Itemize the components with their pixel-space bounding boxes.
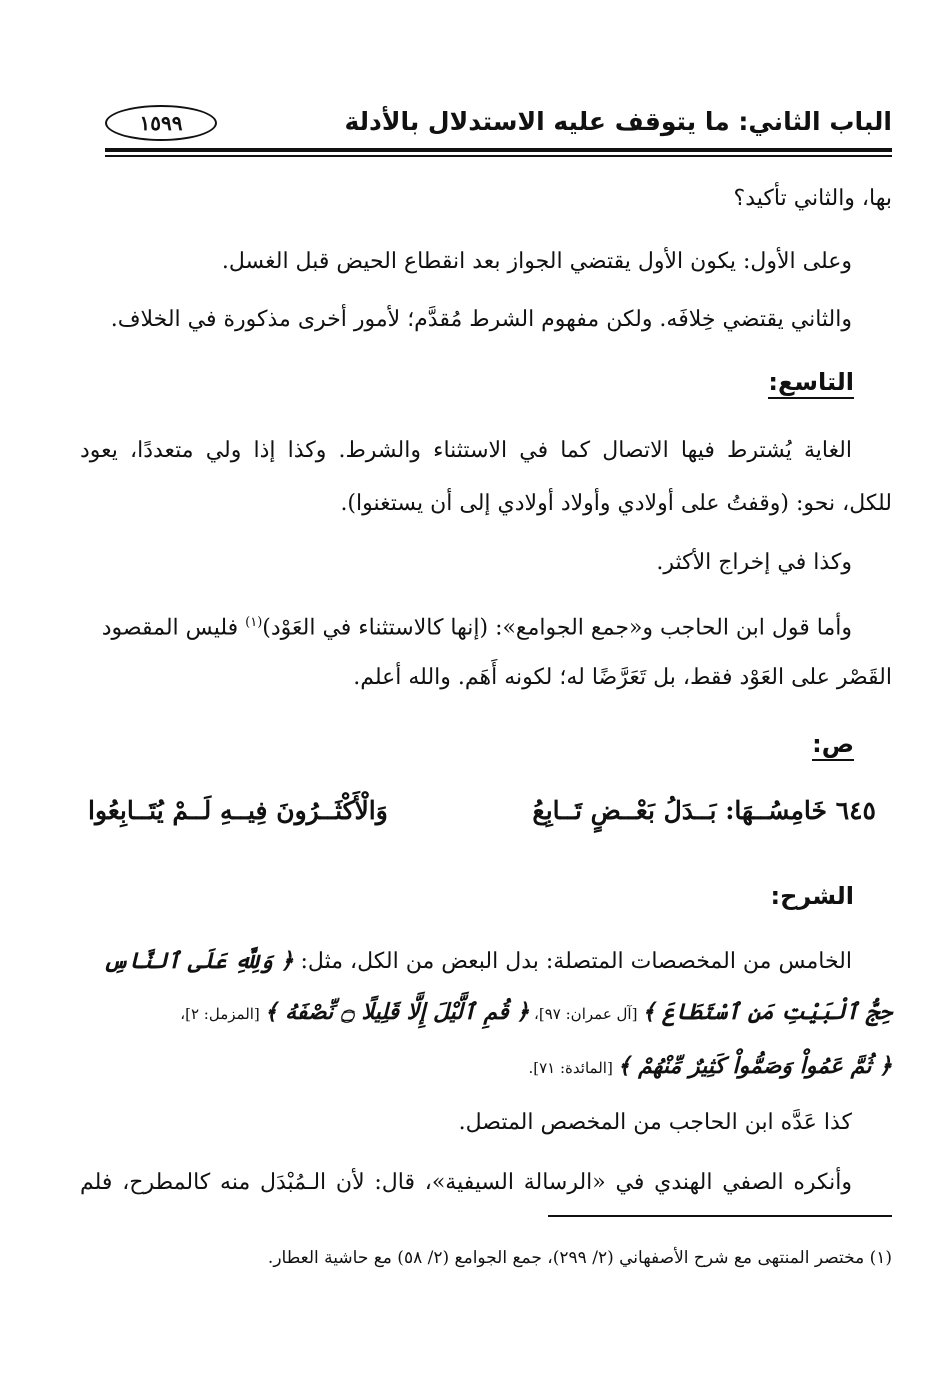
paragraph-line xyxy=(80,606,852,640)
verse-line xyxy=(88,796,876,840)
section-heading-ninth: التاسع: xyxy=(768,368,854,399)
footnote-separator xyxy=(548,1215,892,1217)
paragraph-line: والثاني يقتضي خِلافَه. ولكن مفهوم الشرط مُقدَّم؛ لأمور أخرى مذكورة في الخلاف. xyxy=(110,307,852,332)
paragraph-line: القَصْر على العَوْد فقط، بل تَعَرَّضًا له؛ لكونه أَهَم. والله أعلم. xyxy=(353,665,892,690)
paragraph-line xyxy=(80,944,852,978)
paragraph-line xyxy=(80,995,892,1029)
header-rule-thick xyxy=(105,148,892,152)
quran-verse: ﴿ قُمِ ٱلَّيْلَ إِلَّا قَلِيلًا ۝ نِّصْفَهُ ﴾ xyxy=(264,999,530,1025)
paragraph-line: الغاية يُشترط فيها الاتصال كما في الاستثناء والشرط. وكذا إذا ولي متعددًا، يعود xyxy=(80,438,852,463)
commentary-text: الخامس من المخصصات المتصلة: بدل البعض من الكل، مثل: xyxy=(293,949,852,974)
verse-reference: [المائدة: ٧١]. xyxy=(528,1059,618,1077)
paragraph-line: وأنكره الصفي الهندي في «الرسالة السيفية»، قال: لأن الـمُبْدَل منه كالمطرح، فلم xyxy=(80,1170,853,1195)
section-heading-text: ص: xyxy=(812,730,854,761)
paragraph-line: وعلى الأول: يكون الأول يقتضي الجواز بعد انقطاع الحيض قبل الغسل. xyxy=(221,249,852,274)
verse-hemistich-second: وَالْأَكْثَــرُونَ فِيــهِ لَــمْ يُتَــابِعُوا xyxy=(88,796,388,825)
quote-text: وأما قول ابن الحاجب و«جمع الجوامع»: (إنها كالاستثناء في العَوْد) xyxy=(262,615,852,641)
quran-verse: ﴿ وَلِلَّهِ عَلَى ٱلنَّاسِ xyxy=(102,948,294,974)
verse-reference: [المزمل: ٢]، xyxy=(180,1005,265,1023)
header-rule-thin xyxy=(105,155,892,157)
footnote: (١) مختصر المنتهى مع شرح الأصفهاني (٢/ ٢٩٩)، جمع الجوامع (٢/ ٥٨) مع حاشية العطار. xyxy=(267,1248,892,1268)
quran-verse: ﴿ ثُمَّ عَمُواْ وَصَمُّواْ كَثِيرٌ مِّنْهُمْ ﴾ xyxy=(617,1053,892,1079)
paragraph-line: كذا عَدَّه ابن الحاجب من المخصص المتصل. xyxy=(458,1110,852,1135)
paragraph-line: للكل، نحو: (وقفتُ على أولادي وأولاد أولادي إلى أن يستغنوا). xyxy=(340,491,892,516)
paragraph-line xyxy=(80,1049,892,1083)
section-heading-commentary: الشرح: xyxy=(770,882,854,910)
paragraph-line: بها، والثاني تأكيد؟ xyxy=(733,186,892,211)
running-head xyxy=(105,103,892,143)
verse-reference: [آل عمران: ٩٧]، xyxy=(529,1005,643,1023)
verse-hemistich-first: ٦٤٥ خَامِسُــهَا: بَــدَلُ بَعْــضٍ تَــابِعُ xyxy=(532,796,876,825)
quote-text-end: فليس المقصود xyxy=(101,615,246,641)
chapter-title: الباب الثاني: ما يتوقف عليه الاستدلال بالأدلة xyxy=(344,107,892,136)
footnote-ref: (١) xyxy=(245,615,263,630)
page-number: ١٥٩٩ xyxy=(105,105,217,141)
paragraph-line: وكذا في إخراج الأكثر. xyxy=(656,550,852,575)
quran-verse: حِجُّ ٱلْبَيْتِ مَنِ ٱسْتَطَاعَ ﴾ xyxy=(642,999,892,1025)
